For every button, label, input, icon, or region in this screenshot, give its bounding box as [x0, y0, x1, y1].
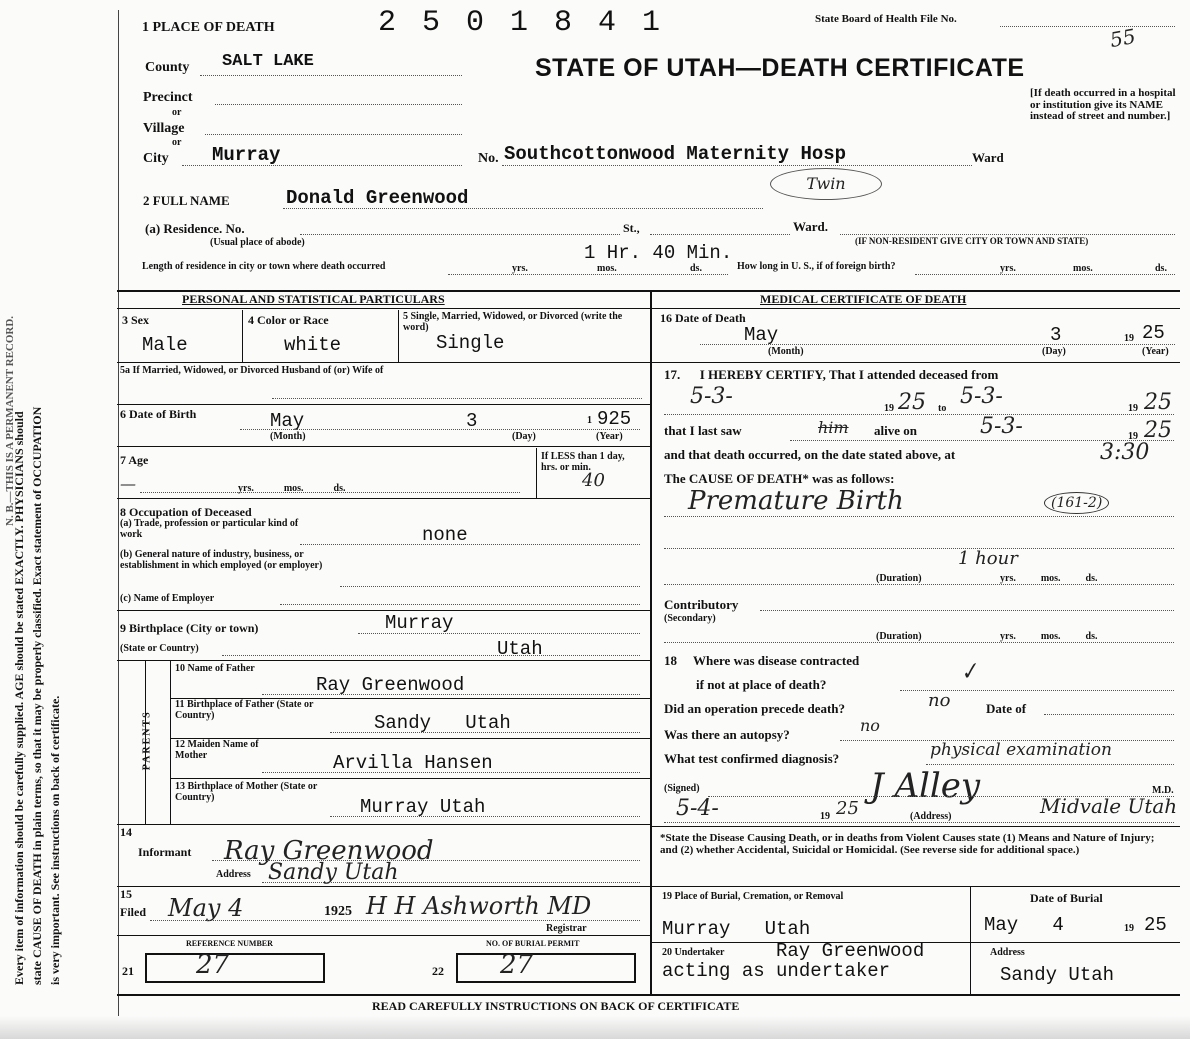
cause-line-1: [664, 516, 1174, 517]
ward-line: [840, 234, 1175, 235]
certify-statement: 17. I HEREBY CERTIFY, That I attended deceased from: [664, 367, 999, 382]
cause-label: The CAUSE OF DEATH* was as follows:: [664, 471, 895, 486]
personal-title-rule: [117, 308, 650, 309]
signed-label: (Signed): [664, 783, 700, 794]
parents-label: PARENTS: [141, 710, 153, 771]
residence-label: (a) Residence. No.: [145, 221, 245, 236]
signed-date: 5-4-: [676, 796, 719, 821]
cause-code: (161-2): [1044, 492, 1109, 514]
no-line: [502, 165, 972, 166]
undertaker-value: Ray Greenwood: [776, 940, 925, 962]
twin-annotation: Twin: [770, 168, 882, 200]
or-1: or: [172, 107, 182, 118]
dob-day: 3: [466, 410, 478, 432]
alive-value: 5-3-: [980, 414, 1023, 439]
bottom-rule: [117, 994, 1180, 996]
duration-units-1: yrs. mos. ds.: [1000, 573, 1098, 584]
less-value: 40: [582, 470, 605, 491]
test-label: What test confirmed diagnosis?: [664, 751, 840, 766]
color-label: 4 Color or Race: [248, 313, 329, 327]
occupation-a: (a) Trade, profession or particular kind of work: [120, 518, 299, 540]
death-occurred-label: and that death occurred, on the date stated above, at: [664, 447, 956, 462]
contributory-sub: (Secondary): [664, 613, 716, 624]
mother-value: Arvilla Hansen: [333, 752, 493, 774]
last-saw-label: that I last saw: [664, 423, 742, 438]
marital-value: Single: [436, 332, 505, 354]
burial-date-value: May 4: [984, 914, 1064, 936]
row-rule-10: [117, 824, 650, 825]
side-line-2: state CAUSE OF DEATH in plain terms, so that it may be properly classified. Exact statement of OCCUPATION: [30, 406, 44, 985]
side-line-1: Every item of information should be carefully supplied. AGE should be stated EXACTLY. PHYSICIANS should: [12, 411, 26, 985]
precinct-label: Precinct: [143, 90, 193, 105]
informant-address-label: Address: [216, 869, 251, 880]
date-of-death-line: [700, 344, 1175, 345]
certificate-title: STATE OF UTAH—DEATH CERTIFICATE: [535, 54, 1025, 82]
md-label: M.D.: [1152, 785, 1174, 796]
us-label: How long in U. S., if of foreign birth?: [737, 261, 896, 272]
dob-year-prefix: 1: [587, 415, 592, 426]
undertaker-address: Sandy Utah: [1000, 964, 1115, 986]
dod-year-label: (Year): [1142, 346, 1169, 357]
death-time: 3:30: [1100, 440, 1150, 465]
burial-permit-box: [456, 953, 636, 983]
burial-permit-value: 27: [500, 950, 534, 980]
state-file-label: State Board of Health File No.: [815, 13, 957, 25]
undertaker-address-label: Address: [990, 947, 1025, 958]
county-label: County: [145, 60, 190, 75]
row-rule-5: [117, 610, 650, 611]
occupation-value: none: [422, 524, 468, 546]
place-of-death-label: 1 PLACE OF DEATH: [142, 20, 275, 35]
birthplace-state: Utah: [497, 638, 543, 660]
birthplace-label: 9 Birthplace (City or town): [120, 621, 259, 635]
file-scribble: 55: [1108, 23, 1138, 53]
date-of-death-day: 3: [1050, 324, 1062, 346]
burial-place-label: 19 Place of Burial, Cremation, or Removal: [662, 891, 844, 902]
residence-sub: (Usual place of abode): [210, 237, 305, 248]
autopsy-label: Was there an autopsy?: [664, 727, 790, 742]
birthplace-city: Murray: [385, 612, 454, 634]
reference-number-box: [145, 953, 325, 983]
us-ds: ds.: [1155, 263, 1167, 274]
date-of-death-year: 25: [1142, 322, 1165, 344]
city-label: City: [143, 151, 169, 166]
last-saw-value: him: [818, 418, 849, 437]
permit-num-label: 22: [432, 964, 444, 978]
length-value: 1 Hr. 40 Min.: [584, 242, 733, 264]
q18-label: 18 Where was disease contracted: [664, 653, 860, 668]
dob-year-label: (Year): [596, 431, 623, 442]
spouse-label: 5a If Married, Widowed, or Divorced Husband of (or) Wife of: [120, 365, 384, 376]
mother-label: 12 Maiden Name of Mother: [175, 739, 259, 761]
dob-year: 925: [597, 408, 632, 430]
reference-number-value: 27: [196, 950, 230, 980]
cause-value: Premature Birth: [688, 486, 904, 516]
father-birthplace-label: 11 Birthplace of Father (State or Country): [175, 699, 314, 721]
medical-title-rule: [652, 308, 1180, 309]
alive-year: 25: [1144, 418, 1172, 443]
margin-line: [118, 10, 119, 1020]
birthplace-line: [358, 633, 640, 634]
row-rule-1: [117, 362, 650, 363]
filed-label: Filed: [120, 905, 146, 919]
attend-line: [664, 414, 1174, 415]
parents-rule-b: [170, 660, 171, 825]
attend-from-prefix: 19: [884, 403, 894, 414]
informant-value: Ray Greenwood: [224, 836, 434, 866]
hospital-value: Southcottonwood Maternity Hosp: [504, 143, 847, 165]
side-instructions: [10, 85, 100, 985]
city-value: Murray: [212, 144, 281, 166]
med-rule-2: [652, 826, 1180, 827]
age-value: —: [120, 474, 136, 493]
attend-from: 5-3-: [690, 384, 733, 409]
birthplace-state-line: [222, 655, 640, 656]
father-line: [262, 694, 640, 695]
attend-to-label: to: [938, 403, 947, 414]
test-line: [926, 764, 1174, 765]
st-label: St.,: [623, 221, 640, 235]
operation-label: Did an operation precede death?: [664, 701, 846, 716]
age-units: yrs. mos. ds.: [238, 483, 346, 494]
less-col-rule: [536, 448, 537, 498]
occupation-label: 8 Occupation of Deceased: [120, 505, 252, 519]
physician-address-label: (Address): [910, 811, 952, 822]
ward-label-2: Ward.: [793, 219, 829, 234]
dod-day-label: (Day): [1042, 346, 1066, 357]
duration-units-2: yrs. mos. ds.: [1000, 631, 1098, 642]
margin-note: N. B.—THIS IS A PERMANENT RECORD.: [4, 315, 16, 526]
or-2: or: [172, 137, 182, 148]
address-line: [664, 822, 1174, 823]
father-birthplace-value: Sandy Utah: [374, 712, 511, 734]
operation-value: no: [928, 690, 951, 711]
mother-line: [262, 772, 640, 773]
dob-month-label: (Month): [270, 431, 306, 442]
length-label: Length of residence in city or town where death occurred: [142, 261, 386, 272]
informant-label: Informant: [138, 845, 192, 859]
attend-to-year: 25: [1144, 390, 1172, 415]
file-number: 2 5 0 1 8 4 1: [378, 6, 665, 40]
st-line: [650, 234, 790, 235]
operation-line: [1044, 714, 1174, 715]
occupation-a-line: [300, 544, 640, 545]
us-yrs: yrs.: [1000, 263, 1016, 274]
autopsy-value: no: [860, 716, 880, 735]
father-birthplace-line: [330, 732, 640, 733]
length-ds: ds.: [690, 263, 702, 274]
dob-line: [240, 429, 640, 430]
precinct-line: [215, 104, 462, 105]
dob-label: 6 Date of Birth: [120, 407, 197, 421]
medical-section-title: MEDICAL CERTIFICATE OF DEATH: [760, 292, 967, 306]
occupation-c: (c) Name of Employer: [120, 593, 215, 604]
test-value: physical examination: [930, 740, 1112, 760]
mother-birthplace-label: 13 Birthplace of Mother (State or Country): [175, 781, 318, 803]
father-label: 10 Name of Father: [175, 663, 255, 674]
cause-line-2: [664, 548, 1174, 549]
signed-year: 25: [836, 798, 859, 819]
nonresident-note: (IF NON-RESIDENT GIVE CITY OR TOWN AND STATE): [855, 236, 1089, 246]
village-label: Village: [143, 121, 185, 136]
attend-from-year: 25: [898, 390, 926, 415]
hospital-note: [If death occurred in a hospital or institution give its NAME instead of street and number.]: [1030, 87, 1176, 123]
burial-year-prefix: 19: [1124, 923, 1134, 934]
less-label: If LESS than 1 day, hrs. or min.: [541, 451, 625, 473]
med-rule-3: [652, 886, 1180, 887]
filed-year: 1925: [324, 904, 352, 919]
scan-edge: [0, 1016, 1190, 1039]
reference-number-label: REFERENCE NUMBER: [186, 939, 273, 948]
burial-col-rule: [970, 886, 971, 994]
ref-num-label: 21: [122, 964, 134, 978]
undertaker-note: acting as undertaker: [662, 960, 891, 982]
informant-address-line: [262, 882, 640, 883]
length-yrs: yrs.: [512, 263, 528, 274]
personal-section-title: PERSONAL AND STATISTICAL PARTICULARS: [182, 292, 445, 306]
filed-value: May 4: [168, 894, 244, 922]
row-rule-12: [117, 935, 650, 936]
q18-sub: if not at place of death?: [696, 677, 827, 692]
color-col-rule: [398, 310, 399, 362]
date-of-death-label: 16 Date of Death: [660, 311, 746, 325]
alive-label: alive on: [874, 423, 917, 438]
county-value: SALT LAKE: [222, 52, 314, 71]
contributory-label: Contributory: [664, 597, 739, 612]
registrar-signature: H H Ashworth MD: [366, 892, 592, 920]
county-line: [200, 75, 462, 76]
row-rule-6: [117, 660, 650, 661]
duration-label-2: (Duration): [876, 631, 922, 642]
row-rule-4: [117, 498, 650, 499]
birthplace-state-label: (State or Country): [120, 643, 199, 654]
sex-col-rule: [242, 310, 243, 362]
state-file-line: [1000, 26, 1175, 27]
residence-line: [300, 234, 620, 235]
marital-label: 5 Single, Married, Widowed, or Divorced (write the word): [403, 311, 623, 333]
center-divider: [650, 290, 652, 995]
dob-day-label: (Day): [512, 431, 536, 442]
mother-birthplace-value: Murray Utah: [360, 796, 486, 818]
contributory-line: [760, 610, 1174, 611]
date-of-death-year-prefix: 19: [1124, 333, 1134, 344]
father-value: Ray Greenwood: [316, 674, 465, 696]
physician-address: Midvale Utah: [1040, 794, 1178, 818]
item-14: 14: [120, 825, 132, 839]
sex-label: 3 Sex: [122, 313, 149, 327]
burial-date-label: Date of Burial: [1030, 891, 1103, 905]
row-rule-3: [117, 446, 650, 447]
undertaker-label: 20 Undertaker: [662, 947, 725, 958]
length-mos: mos.: [597, 263, 617, 274]
row-rule-9: [170, 778, 650, 779]
dob-month: May: [270, 410, 305, 432]
duration-label-1: (Duration): [876, 573, 922, 584]
us-mos: mos.: [1073, 263, 1093, 274]
full-name-label: 2 FULL NAME: [143, 193, 230, 208]
full-name-value: Donald Greenwood: [286, 187, 469, 209]
occupation-b: (b) General nature of industry, business, or establishment in which employed (or employer): [120, 549, 323, 571]
burial-permit-label: NO. OF BURIAL PERMIT: [486, 939, 580, 948]
dod-month-label: (Month): [768, 346, 804, 357]
row-rule-2: [117, 404, 650, 405]
row-rule-11: [117, 886, 650, 887]
date-of-death-month: May: [744, 324, 779, 346]
signed-prefix: 19: [820, 811, 830, 822]
occupation-c-line: [280, 604, 640, 605]
spouse-line: [272, 398, 642, 399]
alive-prefix: 19: [1128, 431, 1138, 442]
q18-check: ✓: [957, 658, 982, 687]
attend-to: 5-3-: [960, 384, 1003, 409]
attend-to-prefix: 19: [1128, 403, 1138, 414]
med-rule-1: [652, 362, 1180, 363]
sex-value: Male: [142, 334, 188, 356]
cause-footnote: *State the Disease Causing Death, or in deaths from Violent Causes state (1) Means and Nature of Injury; and (2) whether Accidental, Suicidal or Homicidal. (See reverse side for additional space.): [660, 832, 1155, 857]
village-line: [205, 134, 462, 135]
us-line: [915, 274, 1175, 275]
date-of-label: Date of: [986, 701, 1027, 716]
duration-value: 1 hour: [958, 548, 1018, 569]
duration-line-1: [664, 584, 1174, 585]
color-value: white: [284, 334, 342, 356]
informant-address-value: Sandy Utah: [268, 860, 399, 885]
mother-birthplace-line: [330, 816, 640, 817]
duration-line-2: [664, 642, 1174, 643]
age-label: 7 Age: [120, 453, 149, 467]
burial-place-value: Murray Utah: [662, 918, 811, 940]
item-15: 15: [120, 887, 132, 901]
burial-year: 25: [1144, 914, 1167, 936]
length-line: [448, 274, 728, 275]
footer-instructions: READ CAREFULLY INSTRUCTIONS ON BACK OF CERTIFICATE: [372, 999, 740, 1013]
filed-line: [150, 920, 640, 921]
registrar-label: Registrar: [546, 923, 587, 934]
physician-signature: J Alley: [870, 766, 981, 806]
occupation-b-line: [340, 586, 640, 587]
no-label: No.: [478, 151, 499, 166]
ward-label-1: Ward: [972, 150, 1004, 165]
side-line-3: is very important. See instructions on back of certificate.: [48, 695, 62, 985]
